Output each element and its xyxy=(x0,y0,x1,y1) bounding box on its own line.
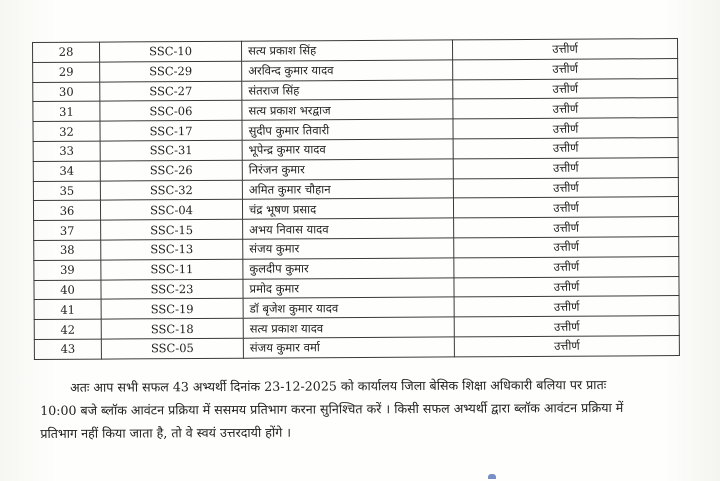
result-cell: उत्तीर्ण xyxy=(454,237,679,258)
candidate-name-cell: सत्य प्रकाश भरद्वाज xyxy=(242,99,453,120)
serial-number-cell: 31 xyxy=(33,101,100,121)
candidate-name-cell: संतराज सिंह xyxy=(242,80,453,101)
serial-number-cell: 33 xyxy=(33,141,100,161)
serial-number-cell: 35 xyxy=(33,181,100,201)
candidate-name-cell: कुलदीप कुमार xyxy=(243,258,454,279)
serial-number-cell: 42 xyxy=(34,319,101,339)
notice-line-3: प्रतिभाग नहीं किया जाता है, तो वे स्वयं उत्तरदायी होंगे । xyxy=(40,424,292,441)
result-cell: उत्तीर्ण xyxy=(453,197,678,218)
notice-line-1: अतः आप सभी सफल 43 अभ्यर्थी दिनांक 23-12-2025 को कार्यालय जिला बेसिक शिक्षा अधिकारी बलिया पर प्रातः xyxy=(70,377,607,395)
roll-number-cell: SSC-13 xyxy=(101,239,243,260)
serial-number-cell: 28 xyxy=(33,42,100,62)
roll-number-cell: SSC-05 xyxy=(101,338,243,359)
roll-number-cell: SSC-29 xyxy=(100,61,242,82)
candidate-name-cell: सत्य प्रकाश यादव xyxy=(243,317,454,338)
result-cell: उत्तीर्ण xyxy=(453,177,678,198)
roll-number-cell: SSC-18 xyxy=(101,318,243,339)
candidate-name-cell: सत्य प्रकाश सिंह xyxy=(241,40,452,61)
roll-number-cell: SSC-06 xyxy=(100,101,242,122)
roll-number-cell: SSC-17 xyxy=(100,120,242,141)
candidate-name-cell: डॉ बृजेश कुमार यादव xyxy=(243,297,454,318)
result-cell: उत्तीर्ण xyxy=(454,336,679,357)
notice-paragraph xyxy=(40,373,680,445)
ink-mark xyxy=(488,474,496,479)
roll-number-cell: SSC-23 xyxy=(101,279,243,300)
roll-number-cell: SSC-19 xyxy=(101,299,243,320)
serial-number-cell: 36 xyxy=(33,200,100,220)
serial-number-cell: 29 xyxy=(33,62,100,82)
candidate-name-cell: अभय निवास यादव xyxy=(243,218,454,239)
results-table xyxy=(32,38,680,360)
result-cell: उत्तीर्ण xyxy=(452,39,677,60)
candidate-name-cell: अमित कुमार चौहान xyxy=(242,179,453,200)
candidate-name-cell: प्रमोद कुमार xyxy=(243,277,454,298)
candidate-name-cell: निरंजन कुमार xyxy=(242,159,453,180)
roll-number-cell: SSC-10 xyxy=(100,41,242,62)
serial-number-cell: 38 xyxy=(34,240,101,260)
roll-number-cell: SSC-04 xyxy=(100,200,242,221)
serial-number-cell: 39 xyxy=(34,260,101,280)
candidate-name-cell: भूपेन्द्र कुमार यादव xyxy=(242,139,453,160)
serial-number-cell: 32 xyxy=(33,121,100,141)
roll-number-cell: SSC-32 xyxy=(100,180,242,201)
result-cell: उत्तीर्ण xyxy=(453,157,678,178)
roll-number-cell: SSC-26 xyxy=(100,160,242,181)
candidate-name-cell: संजय कुमार xyxy=(243,238,454,259)
result-cell: उत्तीर्ण xyxy=(454,316,679,337)
result-cell: उत्तीर्ण xyxy=(453,118,678,139)
result-cell: उत्तीर्ण xyxy=(453,58,678,79)
candidate-name-cell: सुदीप कुमार तिवारी xyxy=(242,119,453,140)
candidate-name-cell: संजय कुमार वर्मा xyxy=(243,337,454,358)
roll-number-cell: SSC-11 xyxy=(101,259,243,280)
result-cell: उत्तीर्ण xyxy=(453,98,678,119)
serial-number-cell: 34 xyxy=(33,161,100,181)
serial-number-cell: 37 xyxy=(34,220,101,240)
serial-number-cell: 40 xyxy=(34,280,101,300)
roll-number-cell: SSC-27 xyxy=(100,81,242,102)
result-cell: उत्तीर्ण xyxy=(454,217,679,238)
result-cell: उत्तीर्ण xyxy=(454,296,679,317)
result-cell: उत्तीर्ण xyxy=(454,276,679,297)
candidate-name-cell: चंद्र भूषण प्रसाद xyxy=(242,198,453,219)
notice-line-2: 10:00 बजे ब्लॉक आवंटन प्रक्रिया में ससमय प्रतिभाग करना सुनिश्चित करें । किसी सफल अभ्यर्थी द्वारा ब्लॉक आवंटन प्रक्रिया में xyxy=(40,399,624,418)
result-cell: उत्तीर्ण xyxy=(454,256,679,277)
serial-number-cell: 30 xyxy=(33,82,100,102)
roll-number-cell: SSC-15 xyxy=(101,219,243,240)
candidate-name-cell: अरविन्द कुमार यादव xyxy=(242,60,453,81)
result-cell: उत्तीर्ण xyxy=(453,138,678,159)
results-table-body xyxy=(33,39,680,360)
serial-number-cell: 41 xyxy=(34,299,101,319)
roll-number-cell: SSC-31 xyxy=(100,140,242,161)
serial-number-cell: 43 xyxy=(34,339,101,359)
table-row xyxy=(34,336,679,360)
result-cell: उत्तीर्ण xyxy=(453,78,678,99)
